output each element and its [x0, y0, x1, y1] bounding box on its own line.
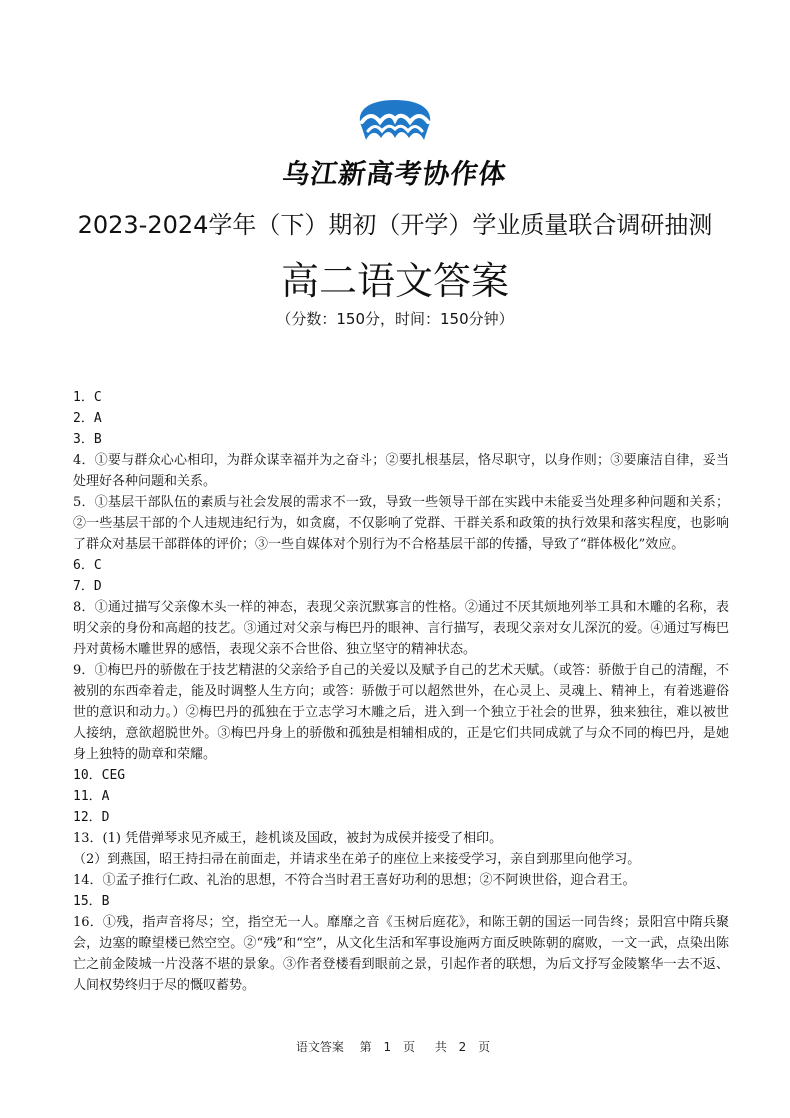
answer-item: 2．A [73, 411, 102, 426]
footer-total-prefix: 共 [434, 1040, 447, 1054]
answer-item: 8．①通过描写父亲像木头一样的神态，表现父亲沉默寡言的性格。②通过不厌其烦地列举工具和木雕的名称，表明父亲的身份和高超的技艺。③通过对父亲与梅巴丹的眼神、言行描写，表现父亲对女儿深沉的爱。④通过写梅巴丹对黄杨木雕世界的感悟，表现父亲不合世俗、独立坚守的精神状态。 [73, 600, 729, 657]
wujiang-logo-icon [354, 98, 436, 144]
logo-text: 乌江新高考协作体 [280, 159, 509, 190]
footer-page-indicator [356, 1040, 419, 1054]
footer-total-pages: 2 [458, 1040, 467, 1054]
answer-item: 16．①残，指声音将尽；空，指空无一人。靡靡之音《玉树后庭花》，和陈王朝的国运一同告终；景阳宫中隋兵聚会，边塞的瞭望楼已然空空。②“残”和“空”，从文化生活和军事设施两方面反映陈朝的腐败，一文一武，点染出陈亡之前金陵城一片没落不堪的景象。③作者登楼看到眼前之景，引起作者的联想，为后文抒写金陵繁华一去不返、人间权势终归于尽的慨叹蓄势。 [73, 915, 729, 993]
footer-page-number: 1 [383, 1040, 392, 1054]
answer-item: 6．C [73, 558, 102, 573]
page-title: 高二语文答案 [280, 259, 509, 303]
page-footer [0, 1038, 790, 1055]
footer-page-suffix: 页 [402, 1040, 415, 1054]
answer-item: 13．(1) 凭借弹琴求见齐威王，趁机谈及国政，被封为成侯并接受了相印。 [73, 831, 503, 846]
answer-item: 1．C [73, 390, 102, 405]
footer-total-suffix: 页 [478, 1040, 491, 1054]
exam-info: （分数：150分，时间：150分钟） [276, 310, 514, 328]
answer-item: 4．①要与群众心心相印，为群众谋幸福并为之奋斗；②要扎根基层，恪尽职守，以身作则；③要廉洁自律，妥当处理好各种问题和关系。 [73, 453, 729, 489]
answer-item: 14．①孟子推行仁政、礼治的思想，不符合当时君王喜好功利的思想；②不阿谀世俗，迎合君王。 [73, 873, 636, 888]
answer-item: （2）到燕国，昭王持扫帚在前面走，并请求坐在弟子的座位上来接受学习，亲自到那里向他学习。 [73, 852, 641, 867]
answer-item: 11．A [73, 789, 110, 804]
answer-item: 12．D [73, 810, 110, 825]
answer-item: 5．①基层干部队伍的素质与社会发展的需求不一致，导致一些领导干部在实践中未能妥当处理多种问题和关系；②一些基层干部的个人违规违纪行为，如贪腐，不仅影响了党群、干群关系和政策的执行效果和落实程度，也影响了群众对基层干部群体的评价；③一些自媒体对个别行为不合格基层干部的传播，导致了“群体极化”效应。 [73, 495, 729, 552]
footer-subject: 语文答案 [295, 1040, 344, 1054]
exam-title: 2023-2024学年（下）期初（开学）学业质量联合调研抽测 [77, 211, 713, 239]
answer-item: 15．B [73, 894, 110, 909]
footer-page-prefix: 第 [359, 1040, 372, 1054]
footer-total-indicator [431, 1040, 494, 1054]
answer-item: 9．①梅巴丹的骄傲在于技艺精湛的父亲给予自己的关爱以及赋予自己的艺术天赋。（或答：骄傲于自己的清醒，不被别的东西牵着走，能及时调整人生方向；或答：骄傲于可以超然世外，在心灵上、灵魂上、精神上，有着逃避俗世的意识和动力。）②梅巴丹的孤独在于立志学习木雕之后，进入到一个独立于社会的世界，独来独往，难以被世人接纳，意欲超脱世外。③梅巴丹身上的骄傲和孤独是相辅相成的，正是它们共同成就了与众不同的梅巴丹，是她身上独特的勋章和荣耀。 [73, 663, 729, 762]
answer-list [73, 387, 729, 996]
answer-item: 7．D [73, 579, 102, 594]
answer-item: 3．B [73, 432, 102, 447]
answer-item: 10．CEG [73, 768, 126, 783]
